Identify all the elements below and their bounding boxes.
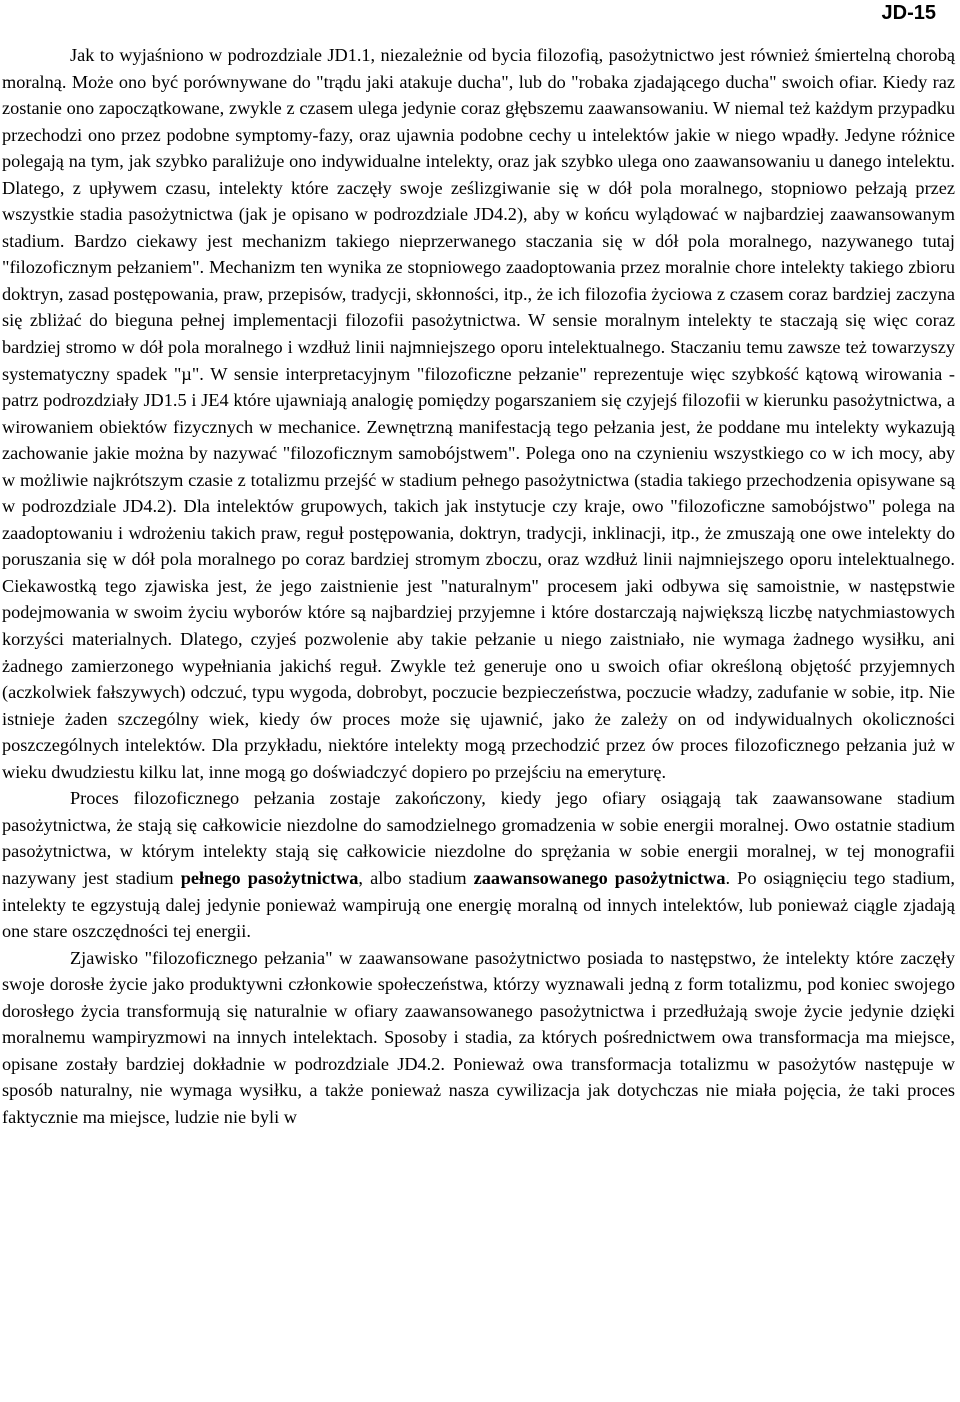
paragraph-1 — [2, 42, 955, 785]
paragraph-3 — [2, 945, 955, 1131]
paragraph-2-text-b: , albo stadium — [358, 867, 474, 888]
paragraph-2-text-c: . Po osiągnięciu tego stadium, intelekty te egzystują dalej jedynie ponieważ wampirują one energię moralną od innych intelektów, lub ponieważ ciągle zjadają one stare oszczędności tej energii. — [2, 867, 955, 942]
bold-term-advanced-parasitism: zaawansowanego pasożytnictwa — [473, 867, 726, 888]
paragraph-3-text: Zjawisko "filozoficznego pełzania" w zaawansowane pasożytnictwo posiada to następstwo, że intelekty które zaczęły swoje dorosłe życie jako produktywni członkowie społeczeństwa, którzy wyznawali jedną z form totalizmu, pod koniec swojego dorosłego życia transformują się naturalnie w ofiary zaawansowanego pasożytnictwa i przedłużają swoje życie jedynie dzięki moralnemu wampiryzmowi na innych intelektach. Sposoby i stadia, za których pośrednictwem owa transformacja ma miejsce, opisane zostały bardziej dokładnie w podrozdziale JD4.2. Ponieważ owa transformacja totalizmu w pasożytów następuje w sposób naturalny, nie wymaga wysiłku, a także ponieważ nasza cywilizacja jak dotychczas nie miała pojęcia, że taki proces faktycznie ma miejsce, ludzie nie byli w — [2, 947, 955, 1127]
paragraph-2 — [2, 785, 955, 944]
page-header-id: JD-15 — [881, 2, 936, 24]
document-body — [2, 42, 955, 1130]
bold-term-full-parasitism: pełnego pasożytnictwa — [180, 867, 359, 888]
paragraph-2-text-a: Proces filozoficznego pełzania zostaje zakończony, kiedy jego ofiary osiągają tak zaawansowane stadium pasożytnictwa, że stają się całkowicie niezdolne do samodzielnego gromadzenia w sobie energii moralnej. Owo ostatnie stadium pasożytnictwa, w którym intelekty stają się całkowicie niezdolne do sprężania w sobie energii moralnej, w tej monografii nazywany jest stadium — [2, 788, 955, 888]
paragraph-1-text: Jak to wyjaśniono w podrozdziale JD1.1, niezależnie od bycia filozofią, pasożytnictwo jest również śmiertelną chorobą moralną. Może ono być porównywane do "trądu jaki atakuje ducha", lub do "robaka zjadającego ducha" swoich ofiar. Kiedy raz zostanie ono zapoczątkowane, zwykle z czasem ulega jedynie coraz głębszemu zaawansowaniu. W niemal też każdym przypadku przechodzi ono przez podobne symptomy-fazy, oraz ujawnia podobne cechy u intelektów jakie w niego wpadły. Jedyne różnice polegają na tym, jak szybko paraliżuje ono indywidualne intelekty, oraz jak szybko ulega ono zaawansowaniu u danego intelektu. Dlatego, z upływem czasu, intelekty które zaczęły swoje ześlizgiwanie się w dół pola moralnego, stopniowo pełzają przez wszystkie stadia pasożytnictwa (jak je opisano w podrozdziale JD4.2), aby w końcu wylądować w najbardziej zaawansowanym stadium. Bardzo ciekawy jest mechanizm takiego nieprzerwanego staczania się w dół pola moralnego, nazywanego tutaj "filozoficznym pełzaniem". Mechanizm ten wynika ze stopniowego zaadoptowania przez moralnie chore intelekty takiego zbioru doktryn, zasad postępowania, praw, przepisów, tradycji, skłonności, itp., że ich filozofia życiowa z czasem coraz bardziej zaczyna się zbliżać do bieguna pełnej implementacji filozofii pasożytnictwa. W sensie moralnym intelekty te staczają się więc coraz bardziej stromo w dół pola moralnego i wzdłuż linii najmniejszego oporu intelektualnego. Staczaniu temu zawsze też towarzyszy systematyczny spadek "µ". W sensie interpretacyjnym "filozoficzne pełzanie" reprezentuje więc szybkość kątową wirowania - patrz podrozdziały JD1.5 i JE4 które ujawniają analogię pomiędzy pogarszaniem się czyjejś filozofii w kierunku pasożytnictwa, a wirowaniem obiektów fizycznych w mechanice. Zewnętrzną manifestacją tego pełzania jest, że poddane mu intelekty wykazują zachowanie jakie można by nazywać "filozoficznym samobójstwem". Polega ono na czynieniu wszystkiego co w ich mocy, aby w możliwie najkrótszym czasie z totalizmu przejść w stadium pełnego pasożytnictwa (stadia takiego przechodzenia opisywane są w podrozdziale JD4.2). Dla intelektów grupowych, takich jak instytucje czy kraje, owo "filozoficzne samobójstwo" polega na zaadoptowaniu i wdrożeniu takich praw, reguł postępowania, doktryn, tradycji, inklinacji, itp., że zmuszają one owe intelekty do poruszania się w dół pola moralnego po coraz bardziej stromym zboczu, oraz wzdłuż linii najmniejszego oporu intelektualnego. Ciekawostką tego zjawiska jest, że jego zaistnienie jest "naturalnym" procesem jaki odbywa się samoistnie, w następstwie podejmowania w swoim życiu wyborów które są najbardziej przyjemne i które dostarczają największą liczbę natychmiastowych korzyści materialnych. Dlatego, czyjeś pozwolenie aby takie pełzanie u niego zaistniało, nie wymaga żadnego wysiłku, ani żadnego zamierzonego wypełniania jakichś reguł. Zwykle też generuje ono u swoich ofiar określoną objętość przyjemnych (aczkolwiek fałszywych) odczuć, typu wygoda, dobrobyt, poczucie bezpieczeństwa, poczucie władzy, zadufanie w sobie, itp. Nie istnieje żaden szczególny wiek, kiedy ów proces może się ujawnić, jako że zależy on od indywidualnych okoliczności poszczególnych intelektów. Dla przykładu, niektóre intelekty mogą przechodzić przez ów proces filozoficznego pełzania już w wieku dwudziestu kilku lat, inne mogą go doświadczyć dopiero po przejściu na emeryturę. — [2, 45, 955, 782]
